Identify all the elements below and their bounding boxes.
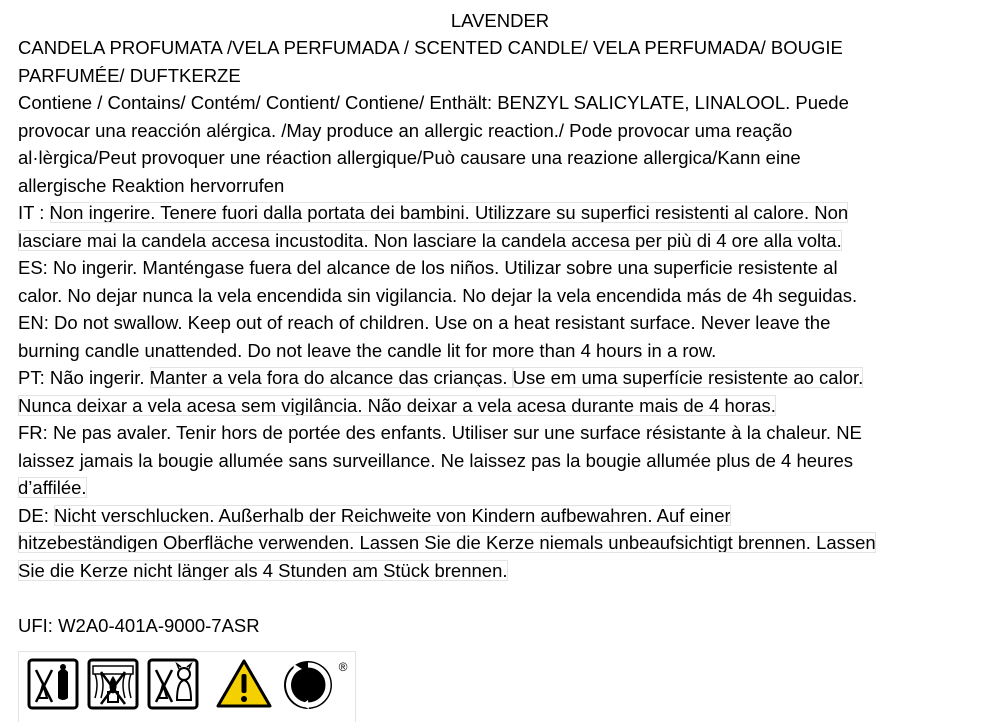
text-segment: Sie die Kerze nicht länger als 4 Stunden am Stück brennen. bbox=[18, 559, 508, 581]
keep-away-from-children-icon bbox=[27, 658, 79, 710]
text-segment: lasciare mai la candela accesa incustodita. Non lasciare la candela accesa per più di 4 ore alla volta. bbox=[18, 229, 842, 251]
text-line bbox=[18, 34, 978, 62]
text-segment: PT: Não ingerir. bbox=[18, 367, 150, 388]
text-line bbox=[18, 117, 978, 145]
text-segment: IT : bbox=[18, 202, 50, 223]
text-line bbox=[18, 612, 978, 640]
text-line bbox=[18, 62, 978, 90]
text-segment: laissez jamais la bougie allumée sans surveillance. Ne laissez pas la bougie allumée plus de 4 heures bbox=[18, 449, 854, 471]
text-segment: Nicht verschlucken. Außerhalb der Reichweite von Kindern aufbewahren. Auf einer bbox=[53, 504, 731, 526]
text-segment: PARFUMÉE/ DUFTKERZE bbox=[18, 64, 241, 86]
text-segment: calor. No dejar nunca la vela encendida sin vigilancia. No dejar la vela encendida más de 4h seguidas. bbox=[18, 284, 858, 306]
text-line bbox=[18, 364, 978, 392]
text-segment: ES: No ingerir. Manténgase fuera del alcance de los niños. Utilizar sobre una superficie resistente al bbox=[18, 257, 838, 278]
product-title: LAVENDER bbox=[450, 10, 550, 31]
text-line bbox=[18, 557, 978, 585]
text-segment: FR: Ne pas avaler. Tenir hors de portée des enfants. Utiliser sur une surface résistante à la chaleur. NE bbox=[18, 422, 862, 443]
label-text-block bbox=[18, 34, 978, 639]
text-segment: Manter a vela fora do alcance das crianças. bbox=[149, 367, 513, 388]
warning-triangle-icon bbox=[215, 658, 273, 710]
registered-mark: ® bbox=[338, 660, 348, 674]
text-segment: Nunca deixar a vela acesa sem vigilância. Não deixar a vela acesa durante mais de 4 horas. bbox=[18, 394, 776, 416]
text-line bbox=[18, 392, 978, 420]
text-segment: EN: Do not swallow. Keep out of reach of children. Use on a heat resistant surface. Never leave the bbox=[18, 312, 831, 333]
text-segment: hitzebeständigen Oberfläche verwenden. Lassen Sie die Kerze niemals unbeaufsichtigt brennen. Lassen bbox=[18, 532, 876, 553]
text-segment: allergische Reaktion hervorrufen bbox=[18, 174, 285, 196]
text-segment: Use em uma superfície resistente ao calor. bbox=[512, 367, 864, 388]
text-line bbox=[18, 419, 978, 447]
text-line bbox=[18, 144, 978, 172]
text-segment: Contiene / Contains/ Contém/ Contient/ Contiene/ Enthält: BENZYL SALICYLATE, LINALOOL. Puede bbox=[18, 92, 849, 113]
text-segment: d’affilée. bbox=[18, 477, 87, 498]
text-line bbox=[18, 254, 978, 282]
text-segment: Non ingerire. Tenere fuori dalla portata dei bambini. Utilizzare su superfici resistenti al calore. Non bbox=[49, 202, 849, 223]
text-segment: provocar una reacción alérgica. /May produce an allergic reaction./ Pode provocar uma reação bbox=[18, 119, 793, 141]
do-not-burn-near-flammables-icon bbox=[87, 658, 139, 710]
text-line bbox=[18, 89, 978, 117]
text-segment: al·lèrgica/Peut provoquer une réaction allergique/Può causare una reazione allergica/Kann eine bbox=[18, 147, 801, 168]
text-line bbox=[18, 309, 978, 337]
safety-icons-row bbox=[18, 651, 356, 722]
text-line bbox=[18, 474, 978, 502]
text-line bbox=[18, 502, 978, 530]
text-line bbox=[18, 337, 978, 365]
text-segment: burning candle unattended. Do not leave the candle lit for more than 4 hours in a row. bbox=[18, 339, 717, 361]
text-segment: DE: bbox=[18, 504, 54, 526]
text-line bbox=[18, 282, 978, 310]
text-segment: CANDELA PROFUMATA /VELA PERFUMADA / SCENTED CANDLE/ VELA PERFUMADA/ BOUGIE bbox=[18, 37, 843, 58]
text-line bbox=[18, 447, 978, 475]
text-segment: UFI: W2A0-401A-9000-7ASR bbox=[18, 614, 260, 636]
text-line bbox=[18, 172, 978, 200]
keep-away-from-pets-icon bbox=[147, 658, 199, 710]
text-line bbox=[18, 227, 978, 255]
text-line bbox=[18, 584, 978, 612]
green-dot-recycling-icon bbox=[281, 658, 351, 712]
text-line bbox=[18, 199, 978, 227]
text-line bbox=[18, 529, 978, 557]
